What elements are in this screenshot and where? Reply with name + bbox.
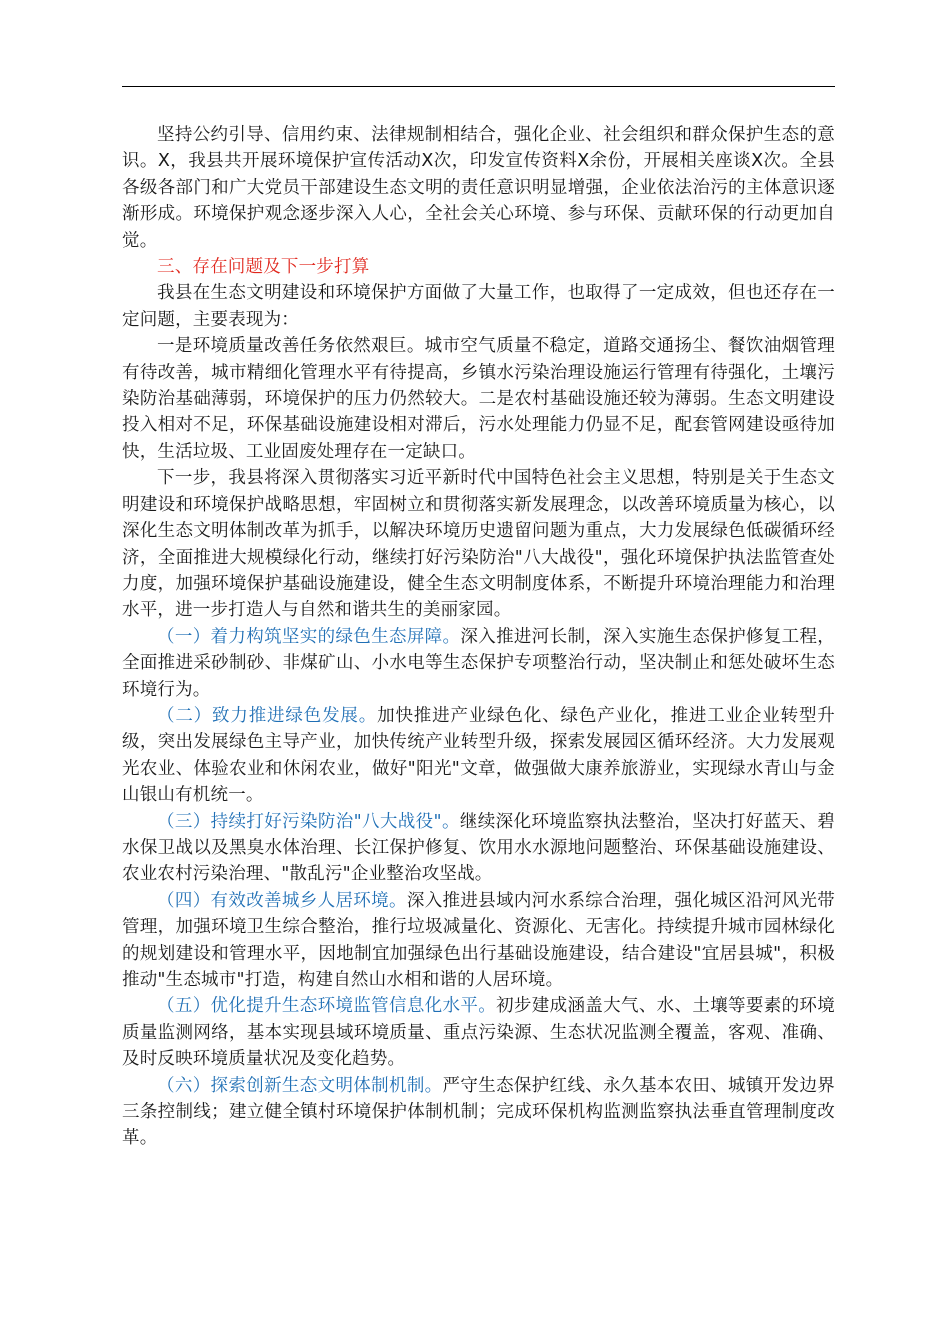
item-heading: （六）探索创新生态文明体制机制。 xyxy=(157,1075,443,1096)
item-text: 继续深化环境监察执法整治，坚决打好蓝天、碧水保卫战以及黑臭水体治理、长江保护修复、饮用水水源地问题整治、环保基础设施建设、农业农村污染治理、"散乱污"企业整治攻坚战。 xyxy=(122,811,835,885)
paragraph-problems-detail: 一是环境质量改善任务依然艰巨。城市空气质量不稳定，道路交通扬尘、餐饮油烟管理有待改善，城市精细化管理水平有待提高，乡镇水污染治理设施运行管理有待强化，土壤污染防治基础薄弱，环境保护的压力仍然较大。二是农村基础设施还较为薄弱。生态文明建设投入相对不足，环保基础设施建设相对滞后，污水处理能力仍显不足，配套管网建设亟待加快，生活垃圾、工业固废处理存在一定缺口。 xyxy=(122,336,835,462)
item-text: 严守生态保护红线、永久基本农田、城镇开发边界三条控制线；建立健全镇村环境保护体制机制；完成环保机构监测监察执法垂直管理制度改革。 xyxy=(122,1075,835,1149)
item-heading: （五）优化提升生态环境监管信息化水平。 xyxy=(157,996,497,1017)
item-heading: （三）持续打好污染防治"八大战役"。 xyxy=(157,811,460,832)
item-text: 初步建成涵盖大气、水、土壤等要素的环境质量监测网络，基本实现县域环境质量、重点污染源、生态状况监测全覆盖，客观、准确、及时反映环境质量状况及变化趋势。 xyxy=(122,996,835,1070)
list-item xyxy=(122,888,835,994)
list-item xyxy=(122,993,835,1072)
paragraph-problems-intro: 我县在生态文明建设和环境保护方面做了大量工作，也取得了一定成效，但也还存在一定问题，主要表现为： xyxy=(122,283,835,330)
list-item xyxy=(122,703,835,809)
list-item xyxy=(122,1073,835,1152)
document-body xyxy=(122,122,835,1152)
item-text: 加快推进产业绿色化、绿色产业化，推进工业企业转型升级，突出发展绿色主导产业，加快传统产业转型升级，探索发展园区循环经济。大力发展观光农业、体验农业和休闲农业，做好"阳光"文章，做强做大康养旅游业，实现绿水青山与金山银山有机统一。 xyxy=(122,705,836,806)
section-heading-problems: 三、存在问题及下一步打算 xyxy=(157,257,370,278)
item-text: 深入推进河长制，深入实施生态保护修复工程，全面推进采砂制砂、非煤矿山、小水电等生态保护专项整治行动，坚决制止和惩处破坏生态环境行为。 xyxy=(122,626,836,700)
paragraph-next-steps: 下一步，我县将深入贯彻落实习近平新时代中国特色社会主义思想，特别是关于生态文明建设和环境保护战略思想，牢固树立和贯彻落实新发展理念，以改善环境质量为核心，以深化生态文明体制改革为抓手，以解决环境历史遗留问题为重点，大力发展绿色低碳循环经济，全面推进大规模绿化行动，继续打好污染防治"八大战役"，强化环境保护执法监管查处力度，加强环境保护基础设施建设，健全生态文明制度体系，不断提升环境治理能力和治理水平，进一步打造人与自然和谐共生的美丽家园。 xyxy=(122,468,835,621)
item-text: 深入推进县域内河水系综合治理，强化城区沿河风光带管理，加强环境卫生综合整治，推行垃圾减量化、资源化、无害化。持续提升城市园林绿化的规划建设和管理水平，因地制宜加强绿色出行基础设施建设，结合建设"宜居县城"，积极推动"生态城市"打造，构建自然山水相和谐的人居环境。 xyxy=(122,890,835,990)
list-item xyxy=(122,809,835,888)
list-item xyxy=(122,624,835,703)
item-heading: （四）有效改善城乡人居环境。 xyxy=(157,890,407,911)
header-rule xyxy=(122,86,835,87)
paragraph-publicity: 坚持公约引导、信用约束、法律规制相结合，强化企业、社会组织和群众保护生态的意识。X，我县共开展环境保护宣传活动X次，印发宣传资料X余份，开展相关座谈X次。全县各级各部门和广大党员干部建设生态文明的责任意识明显增强，企业依法治污的主体意识逐渐形成。环境保护观念逐步深入人心，全社会关心环境、参与环保、贡献环保的行动更加自觉。 xyxy=(122,125,835,251)
item-heading: （一）着力构筑坚实的绿色生态屏障。 xyxy=(157,626,461,647)
item-heading: （二）致力推进绿色发展。 xyxy=(157,705,378,726)
